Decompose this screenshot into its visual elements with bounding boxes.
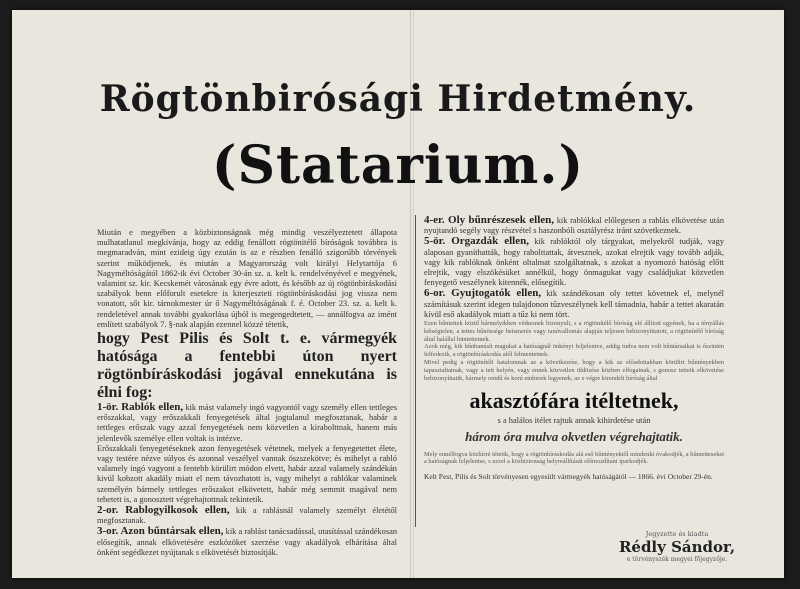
signature-label: Jegyzette és kiadta: [645, 530, 709, 538]
signature-role: e törvényszék megyei főjegyzője.: [626, 556, 728, 563]
poster-sheet: [12, 10, 784, 578]
item-2-text: kik a rablásnál valamely személyt életétől megfosztanak.: [97, 506, 397, 526]
item-4: [424, 215, 724, 236]
item-5-text: kik rablóktól oly tárgyakat, melyekről tudják, vagy alaposan gyaníthatták, hogy rabolttattak, átvesznek, azokat elrejtik vagy tovább adják, vagy kik rablóknak önként oltalmat szolgáltatnak, s azokat a nyomozó hatóság előtt elrejtik, vagy elszökésüket annélkül, hogy önmagukat vagy családjukat közvetlen fenyegető veszélynek kitennék, elősegítik.: [424, 237, 725, 288]
item-6-head: 6-or. Gyujtogatók ellen,: [424, 287, 542, 300]
item-1-more: Erőszakkali fenyegetéseknek azon fenyegetések vétetnek, melyek a fenyegetettet élete, vagy testére nézve súlyos és azonnal veszélyel vannak öszszekötve; és mihelyt a rabló valamely ingó vagyont a fentebb körülirt módon elvett, habár azzal valamely szándékán kivül kobzott akadály miatt el nem távozhatott is, vagy mihelyt a rablókar valaminek személyén bármely tettleges erőszakot elkövetett, habár még semmit magával nem tehetett is, a gonosztett végrehajtottnak tekintetik.: [97, 443, 397, 504]
small-paragraph-3: Mivel pedig a rögtönítéli hatalomnak az a következése, hogy a kik az előadottakban körülirt bűntényekben tapasztaltatnak, vagy a tett helyén, vagy ennek közvetlen üldözése közben elfogatnak, s gonosz tetteik elkövetése bebizonyíttatik, bármely rendű és korú emberek legyenek, az e végre kirendelt bíróság által: [424, 359, 724, 382]
column-divider: [415, 215, 416, 527]
item-5-head: 5-ör. Orgazdák ellen,: [424, 235, 529, 248]
item-2: [97, 505, 397, 526]
small-paragraph-1: Ezen bűntettek közül bármelyikben vétkesnek bizonyult, s a rögtönítélő bíróság elé állított egyének, ha a tényállás kétségtelen, a tettes bűnössége beismerés vagy tanúvallomás alapján teljesen bebizonyíttatott, a rögtönítélő bíróság által halállal büntettetnek.: [424, 320, 724, 343]
small-paragraph-4: Mely ennélfogva közhírré tétetik, hogy a rögtönbíráskodás alá eső bűntényektől mindenki óvakodjék, a bűntetteseket a hatóságnak feljelentse, s ezzel a közbiztonság helyreállítását előmozdítani iparkodjék.: [424, 450, 724, 466]
item-1: [97, 402, 397, 444]
item-6-text: kik szándékosan oly tettet követnek el, melynél számításuk szerint idegen tulajdonon tűzveszélynek kell támadnia, habár a tettet akaratán kívül eső akadályok miatt a tűz ki nem tört.: [424, 289, 724, 319]
execution-time: három óra mulva okvetlen végrehajtatik.: [465, 428, 683, 444]
item-4-head: 4-er. Oly bűnrészesek ellen,: [424, 214, 555, 226]
after-sentence: s a halálos itélet rajtuk annak kihirdetése után: [497, 416, 651, 426]
left-column: [97, 228, 397, 558]
item-4-text: kik rablókkal előlegesen a rablás elkövetése után nyujtandó segély vagy részvétel s haszonbóli osztályrész iránt szövetkeznek.: [424, 216, 725, 236]
intro-paragraph: Miután e megyében a közbiztonságnak még mindig veszélyeztetett állapota mulhatatlanul megkivánja, hogy az eddig fenállott rögtönitélő bíróságok továbbra is megmaradván, mint ezideig úgy ezután is az e részben fenálló szigorúbb törvények szerint működjenek, és miután a Magyarország volt királyi Helytartója 6 Nagyméltóságától 1862-ik évi October 30-án sz. a. kelt k. rendelvényével e megyének, valamint sz. kir. Kecskemét városának egy évre adott, és később az új rögtönbíráskodási szabályok benn előforult esetekre is kiterjeszteti rögtönbíráskodási jog vissza nem vonatott, sőt kir. tárnokmester úr ő Nagyméltóságának f. é. October 23. sz. a. kelt k. rendeletével annak további gyakorlása újból is megengedtetett, — annálfogva az imént említett szabályok 7. §-nak alapján ezennel közzé tétetik,: [97, 228, 397, 329]
signature-name: Rédly Sándor,: [618, 538, 736, 556]
poster-subtitle: (Statarium.): [211, 135, 585, 196]
item-2-head: 2-or. Rablogyilkosok ellen,: [97, 504, 230, 517]
item-5: [424, 236, 724, 288]
issue-date: Kelt Pest, Pilis és Solt törvényesen egyesült vármegyék hatóságától — 1866. évi October 29-én.: [424, 472, 713, 482]
small-paragraph-2: Azok még, kik bűnbanúsít magukat a hatóságnál önkényt feljelentve, addig tudva nem volt bűntársaikat is őszintén felfedezik, a rögtönbíráskodás alól felmentetnek.: [424, 343, 724, 359]
item-3: [97, 526, 397, 558]
item-6: [424, 288, 724, 320]
lead-statement: hogy Pest Pilis és Solt t. e. vármegyék hatósága a fentebbi úton nyert rögtönbíráskodási jogával ennekutána is élni fog:: [97, 330, 397, 402]
item-1-text: kik mást valamely ingó vagyontól vagy személy ellen tettleges erőszakkal, vagy erőszakkali fenyegetések által jogtalanul megfosztanak, habár a tettleges erőszak vagy azzal fenyegetések nem közvetlen a kirabolttnak, hanem más jelenlevők személye ellen voltak is intézve.: [97, 403, 397, 443]
right-column: [424, 215, 724, 482]
signature-block: [612, 530, 742, 563]
item-3-text: kik a rablást tanácsadással, utasítással szándékosan elősegítik, annak elkövetésére eszközöket szerzése vagy akadályok elhárítása által önként segédkezet nyújtanak s elkövetését biztosítják.: [97, 527, 398, 557]
item-1-head: 1-ör. Rablók ellen,: [97, 401, 184, 414]
item-3-head: 3-or. Azon bűntársak ellen,: [97, 525, 224, 538]
poster-title: Rögtönbirósági Hirdetmény.: [99, 78, 697, 120]
sentence-heading: akasztófára itéltetnek,: [469, 388, 679, 414]
